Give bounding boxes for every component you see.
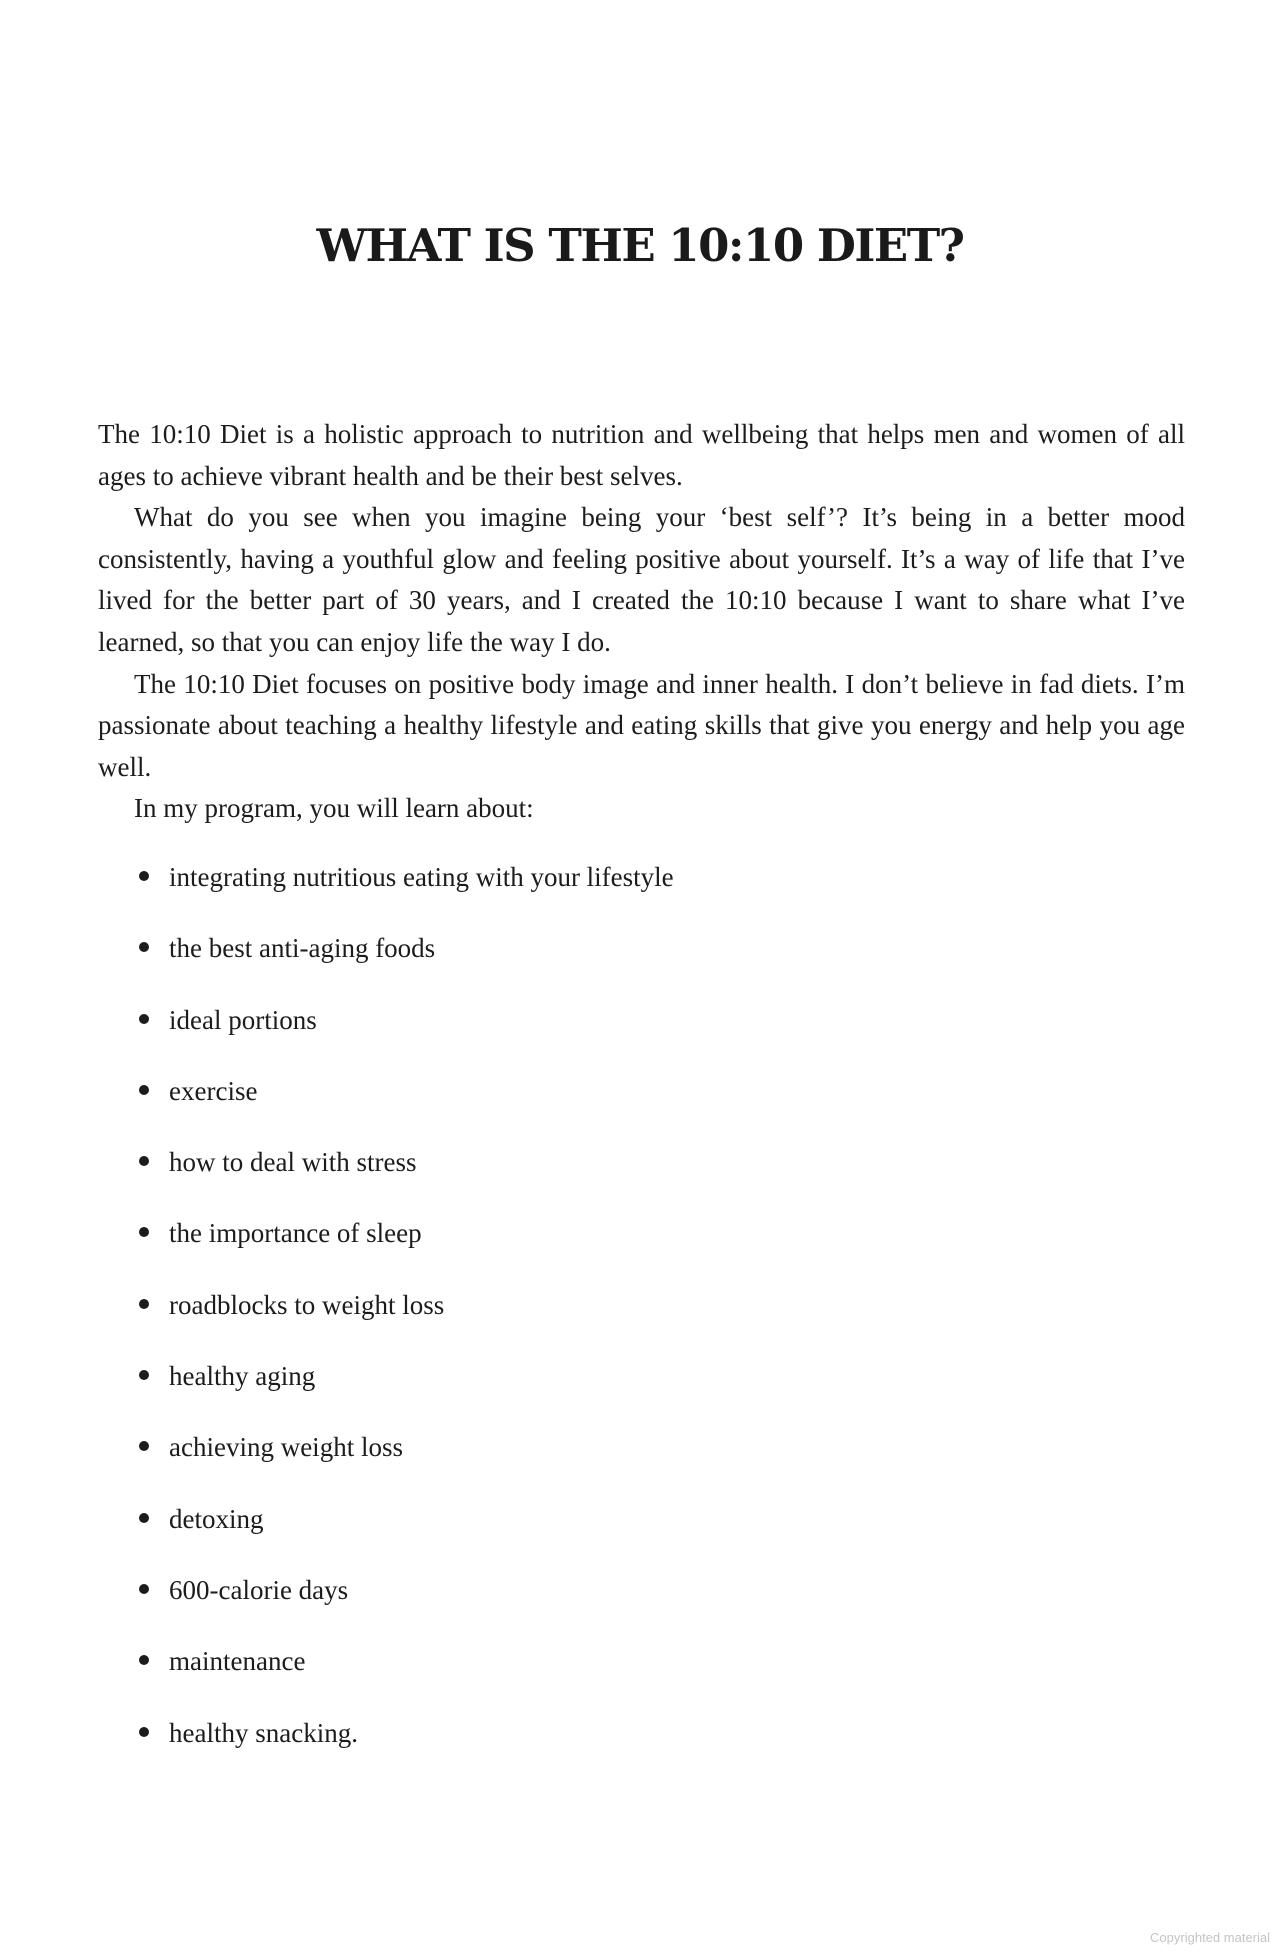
list-item-text: exercise <box>169 1075 258 1106</box>
list-item <box>0 1069 1280 1140</box>
bullet-icon <box>139 1227 149 1237</box>
list-item-text: detoxing <box>169 1503 264 1534</box>
list-item <box>0 926 1280 997</box>
list-item-text: achieving weight loss <box>169 1432 403 1463</box>
list-item <box>0 1497 1280 1568</box>
bullet-icon <box>139 871 149 881</box>
paragraph: The 10:10 Diet focuses on positive body image and inner health. I don’t believe in fad diets. I’m passionate about teaching a healthy lifestyle and eating skills that give you energy and help you age well. <box>98 668 1185 782</box>
list-item <box>0 1711 1280 1782</box>
list-item-text: maintenance <box>169 1646 306 1677</box>
list-item <box>0 1211 1280 1282</box>
list-item-text: ideal portions <box>169 1004 317 1035</box>
bullet-icon <box>139 1441 149 1451</box>
page-title: WHAT IS THE 10:10 DIET? <box>316 219 964 272</box>
list-item-text: healthy snacking. <box>169 1717 358 1748</box>
list-item <box>0 998 1280 1069</box>
bullet-icon <box>139 1299 149 1309</box>
list-item-text: roadblocks to weight loss <box>169 1289 445 1320</box>
bullet-icon <box>139 1370 149 1380</box>
bullet-icon <box>139 1014 149 1024</box>
paragraph: What do you see when you imagine being your ‘best self’? It’s being in a better mood consistently, having a youthful glow and feeling positive about yourself. It’s a way of life that I’ve lived for the better part of 30 years, and I created the 10:10 because I want to share what I’ve learned, so that you can enjoy life the way I do. <box>98 502 1185 657</box>
body-text <box>98 414 1185 830</box>
paragraph: In my program, you will learn about: <box>134 793 534 824</box>
list-item <box>0 1425 1280 1496</box>
list-item <box>0 1568 1280 1639</box>
list-item <box>0 1639 1280 1710</box>
list-item-text: 600-calorie days <box>169 1574 349 1605</box>
bullet-icon <box>139 1655 149 1665</box>
topic-list <box>0 855 1280 1782</box>
copyright-watermark: Copyrighted material <box>1150 1930 1270 1945</box>
list-item-text: how to deal with stress <box>169 1147 417 1178</box>
list-item <box>0 1140 1280 1211</box>
bullet-icon <box>139 942 149 952</box>
bullet-icon <box>139 1584 149 1594</box>
bullet-icon <box>139 1156 149 1166</box>
list-item <box>0 1354 1280 1425</box>
bullet-icon <box>139 1085 149 1095</box>
paragraph: The 10:10 Diet is a holistic approach to nutrition and wellbeing that helps men and women of all ages to achieve vibrant health and be their best selves. <box>98 419 1185 491</box>
list-item-text: the best anti-aging foods <box>169 933 436 964</box>
bullet-icon <box>139 1727 149 1737</box>
list-item-text: the importance of sleep <box>169 1218 422 1249</box>
list-item <box>0 855 1280 926</box>
list-item-text: integrating nutritious eating with your lifestyle <box>169 862 674 892</box>
list-item-text: healthy aging <box>169 1361 316 1392</box>
bullet-icon <box>139 1513 149 1523</box>
list-item <box>0 1283 1280 1354</box>
